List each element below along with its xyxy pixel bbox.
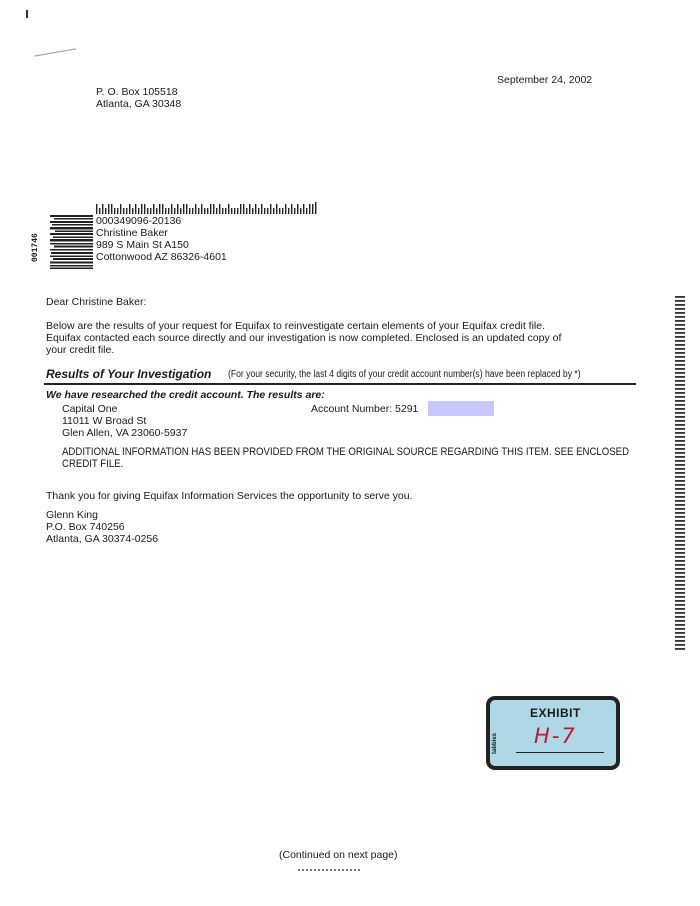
postal-barcode <box>96 202 318 214</box>
creditor-line-1: Capital One <box>62 403 118 415</box>
outcome-line-1: ADDITIONAL INFORMATION HAS BEEN PROVIDED FROM THE ORIGINAL SOURCE REGARDING THIS ITEM. SEE ENCLOSED <box>62 446 630 458</box>
letter-date: September 24, 2002 <box>497 74 593 86</box>
recipient-line-4: Cottonwood AZ 86326-4601 <box>96 251 227 263</box>
signature-line-3: Atlanta, GA 30374-0256 <box>46 533 159 545</box>
edge-barcode <box>675 296 685 652</box>
salutation: Dear Christine Baker: <box>46 296 147 308</box>
cut-off-page-number <box>298 869 360 872</box>
return-address-line-2: Atlanta, GA 30348 <box>96 98 182 110</box>
exhibit-label: EXHIBIT <box>530 706 581 720</box>
scan-mark <box>26 10 28 18</box>
exhibit-sticker-face <box>490 700 616 766</box>
continued-note: (Continued on next page) <box>279 849 398 861</box>
results-title: Results of Your Investigation <box>46 367 212 381</box>
stacked-barcode <box>50 215 93 269</box>
outcome-text <box>62 446 629 470</box>
exhibit-code: H-7 <box>534 724 577 748</box>
recipient-address <box>96 215 227 263</box>
return-address-line-1: P. O. Box 105518 <box>96 86 178 98</box>
intro-line-2: Equifax contacted each source directly and our investigation is now completed. Enclosed is an updated copy of <box>46 332 562 344</box>
account-number: Account Number: 5291 <box>311 403 419 415</box>
security-note: (For your security, the last 4 digits of your credit account number(s) have been replaced by *) <box>228 369 581 380</box>
intro-paragraph <box>46 320 561 356</box>
recipient-line-2: Christine Baker <box>96 227 168 239</box>
side-code: 001746 <box>31 233 40 262</box>
outcome-line-2: CREDIT FILE. <box>62 458 124 470</box>
exhibit-brand: tabbies <box>492 732 498 754</box>
exhibit-sticker <box>486 696 620 770</box>
redaction-box <box>428 401 494 416</box>
creditor-line-3: Glen Allen, VA 23060-5937 <box>62 427 188 439</box>
signature-block <box>46 509 158 545</box>
recipient-line-3: 989 S Main St A150 <box>96 239 189 251</box>
results-divider <box>44 383 636 385</box>
scan-smudge <box>34 48 76 56</box>
recipient-line-1: 000349096-20136 <box>96 215 182 227</box>
creditor-address <box>62 403 187 439</box>
researched-heading: We have researched the credit account. The results are: <box>46 389 325 401</box>
intro-line-1: Below are the results of your request for Equifax to reinvestigate certain elements of your Equifax credit file. <box>46 320 546 332</box>
creditor-line-2: 11011 W Broad St <box>62 415 147 427</box>
thank-you: Thank you for giving Equifax Information Services the opportunity to serve you. <box>46 490 413 502</box>
intro-line-3: your credit file. <box>46 344 115 356</box>
signature-name: Glenn King <box>46 509 98 521</box>
return-address <box>96 86 181 110</box>
exhibit-underline <box>516 752 604 753</box>
signature-line-2: P.O. Box 740256 <box>46 521 125 533</box>
